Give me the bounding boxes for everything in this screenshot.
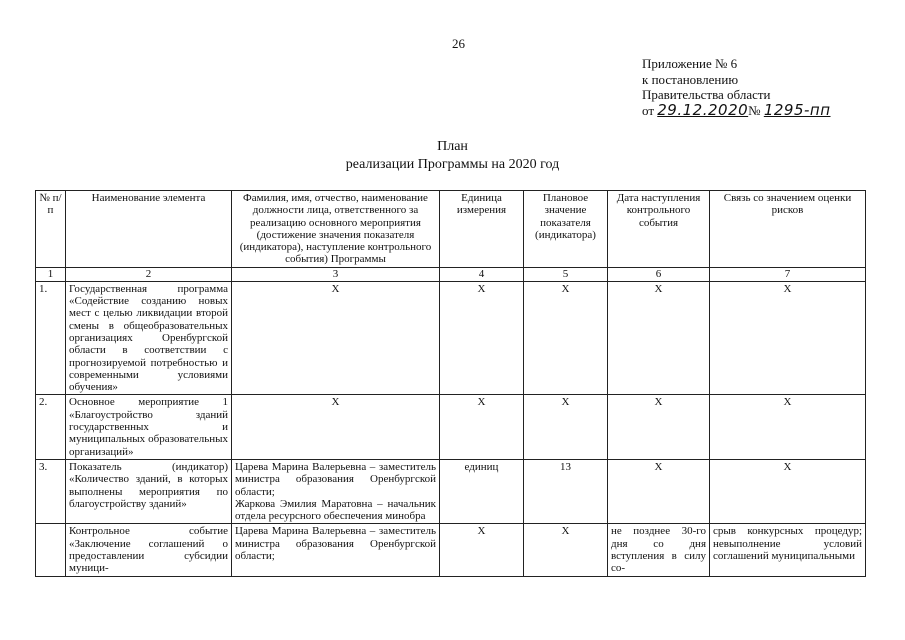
appendix-header: [642, 56, 831, 118]
appendix-line-3: Правительства области: [642, 87, 771, 102]
table-row: [36, 459, 866, 523]
unit-of-measure: X: [440, 395, 524, 459]
title-line-1: План: [437, 139, 468, 154]
appendix-line-4: [642, 100, 831, 119]
risk-link: X: [710, 459, 866, 523]
header-cell: Плановое значение показателя (индикатора): [524, 191, 608, 268]
column-number: 7: [710, 267, 866, 281]
appendix-date-prefix: от: [642, 102, 655, 118]
element-name: Контрольное событие «Заключение соглашений о предоставлении субсидии муници-: [66, 524, 232, 576]
header-cell: Дата наступления контрольного события: [608, 191, 710, 268]
header-cell: Единица измерения: [440, 191, 524, 268]
responsible-person: Царева Марина Валерьевна – заместитель министра образования Оренбургской области;: [232, 524, 440, 576]
planned-value: X: [524, 524, 608, 576]
table-row: [36, 281, 866, 395]
header-cell: Связь со значением оценки рисков: [710, 191, 866, 268]
responsible-person: X: [232, 281, 440, 395]
header-cell: № п/п: [36, 191, 66, 268]
risk-link: X: [710, 395, 866, 459]
planned-value: 13: [524, 459, 608, 523]
header-cell: Наименование элемента: [66, 191, 232, 268]
unit-of-measure: X: [440, 281, 524, 395]
responsible-person: X: [232, 395, 440, 459]
unit-of-measure: единиц: [440, 459, 524, 523]
event-date: X: [608, 281, 710, 395]
event-date: не позднее 30-го дня со дня вступления в силу со-: [608, 524, 710, 576]
row-number: 3.: [36, 459, 66, 523]
column-number: 1: [36, 267, 66, 281]
risk-link: срыв конкурсных процедур; невыполнение условий соглашений муниципальными: [710, 524, 866, 576]
header-cell: Фамилия, имя, отчество, наименование должности лица, ответственного за реализацию основного мероприятия (достижение значения показателя (индикатора), наступление контрольного события) Программы: [232, 191, 440, 268]
table-row: [36, 524, 866, 576]
row-number: 1.: [36, 281, 66, 395]
plan-title: [0, 138, 905, 174]
element-name: Государственная программа «Содействие созданию новых мест с целью ликвидации второй смены в общеобразовательных организациях Оренбургской области в соответствии с прогнозируемой потребностью и современными условиями обучения»: [66, 281, 232, 395]
responsible-person-2: Жаркова Эмилия Маратовна – начальник отдела ресурсного обеспечения минобра: [235, 497, 436, 523]
event-date: X: [608, 395, 710, 459]
appendix-line-2: к постановлению: [642, 71, 739, 87]
planned-value: X: [524, 395, 608, 459]
column-number: 6: [608, 267, 710, 281]
row-number: [36, 524, 66, 576]
title-line-2: реализации Программы на 2020 год: [345, 157, 560, 172]
responsible-person: [232, 459, 440, 523]
number-sign: №: [748, 102, 761, 118]
column-number: 3: [232, 267, 440, 281]
responsible-person-1: Царева Марина Валерьевна – заместитель министра образования Оренбургской области;: [235, 460, 436, 498]
table-row: [36, 395, 866, 459]
column-number: 2: [66, 267, 232, 281]
planned-value: X: [524, 281, 608, 395]
table-header-row: [36, 191, 866, 268]
column-number: 5: [524, 267, 608, 281]
element-name: Показатель (индикатор) «Количество зданий, в которых выполнены мероприятия по благоустройству зданий»: [66, 459, 232, 523]
column-number-row: [36, 267, 866, 281]
row-number: 2.: [36, 395, 66, 459]
appendix-line-1: Приложение № 6: [642, 56, 738, 71]
column-number: 4: [440, 267, 524, 281]
handwritten-date: 29.12.2020: [657, 100, 749, 119]
plan-table: [35, 190, 866, 577]
risk-link: X: [710, 281, 866, 395]
event-date: X: [608, 459, 710, 523]
unit-of-measure: X: [440, 524, 524, 576]
element-name: Основное мероприятие 1 «Благоустройство зданий государственных и муниципальных образовательных организаций»: [66, 395, 232, 459]
handwritten-number: 1295-пп: [763, 100, 831, 119]
page-number: 26: [452, 36, 465, 51]
